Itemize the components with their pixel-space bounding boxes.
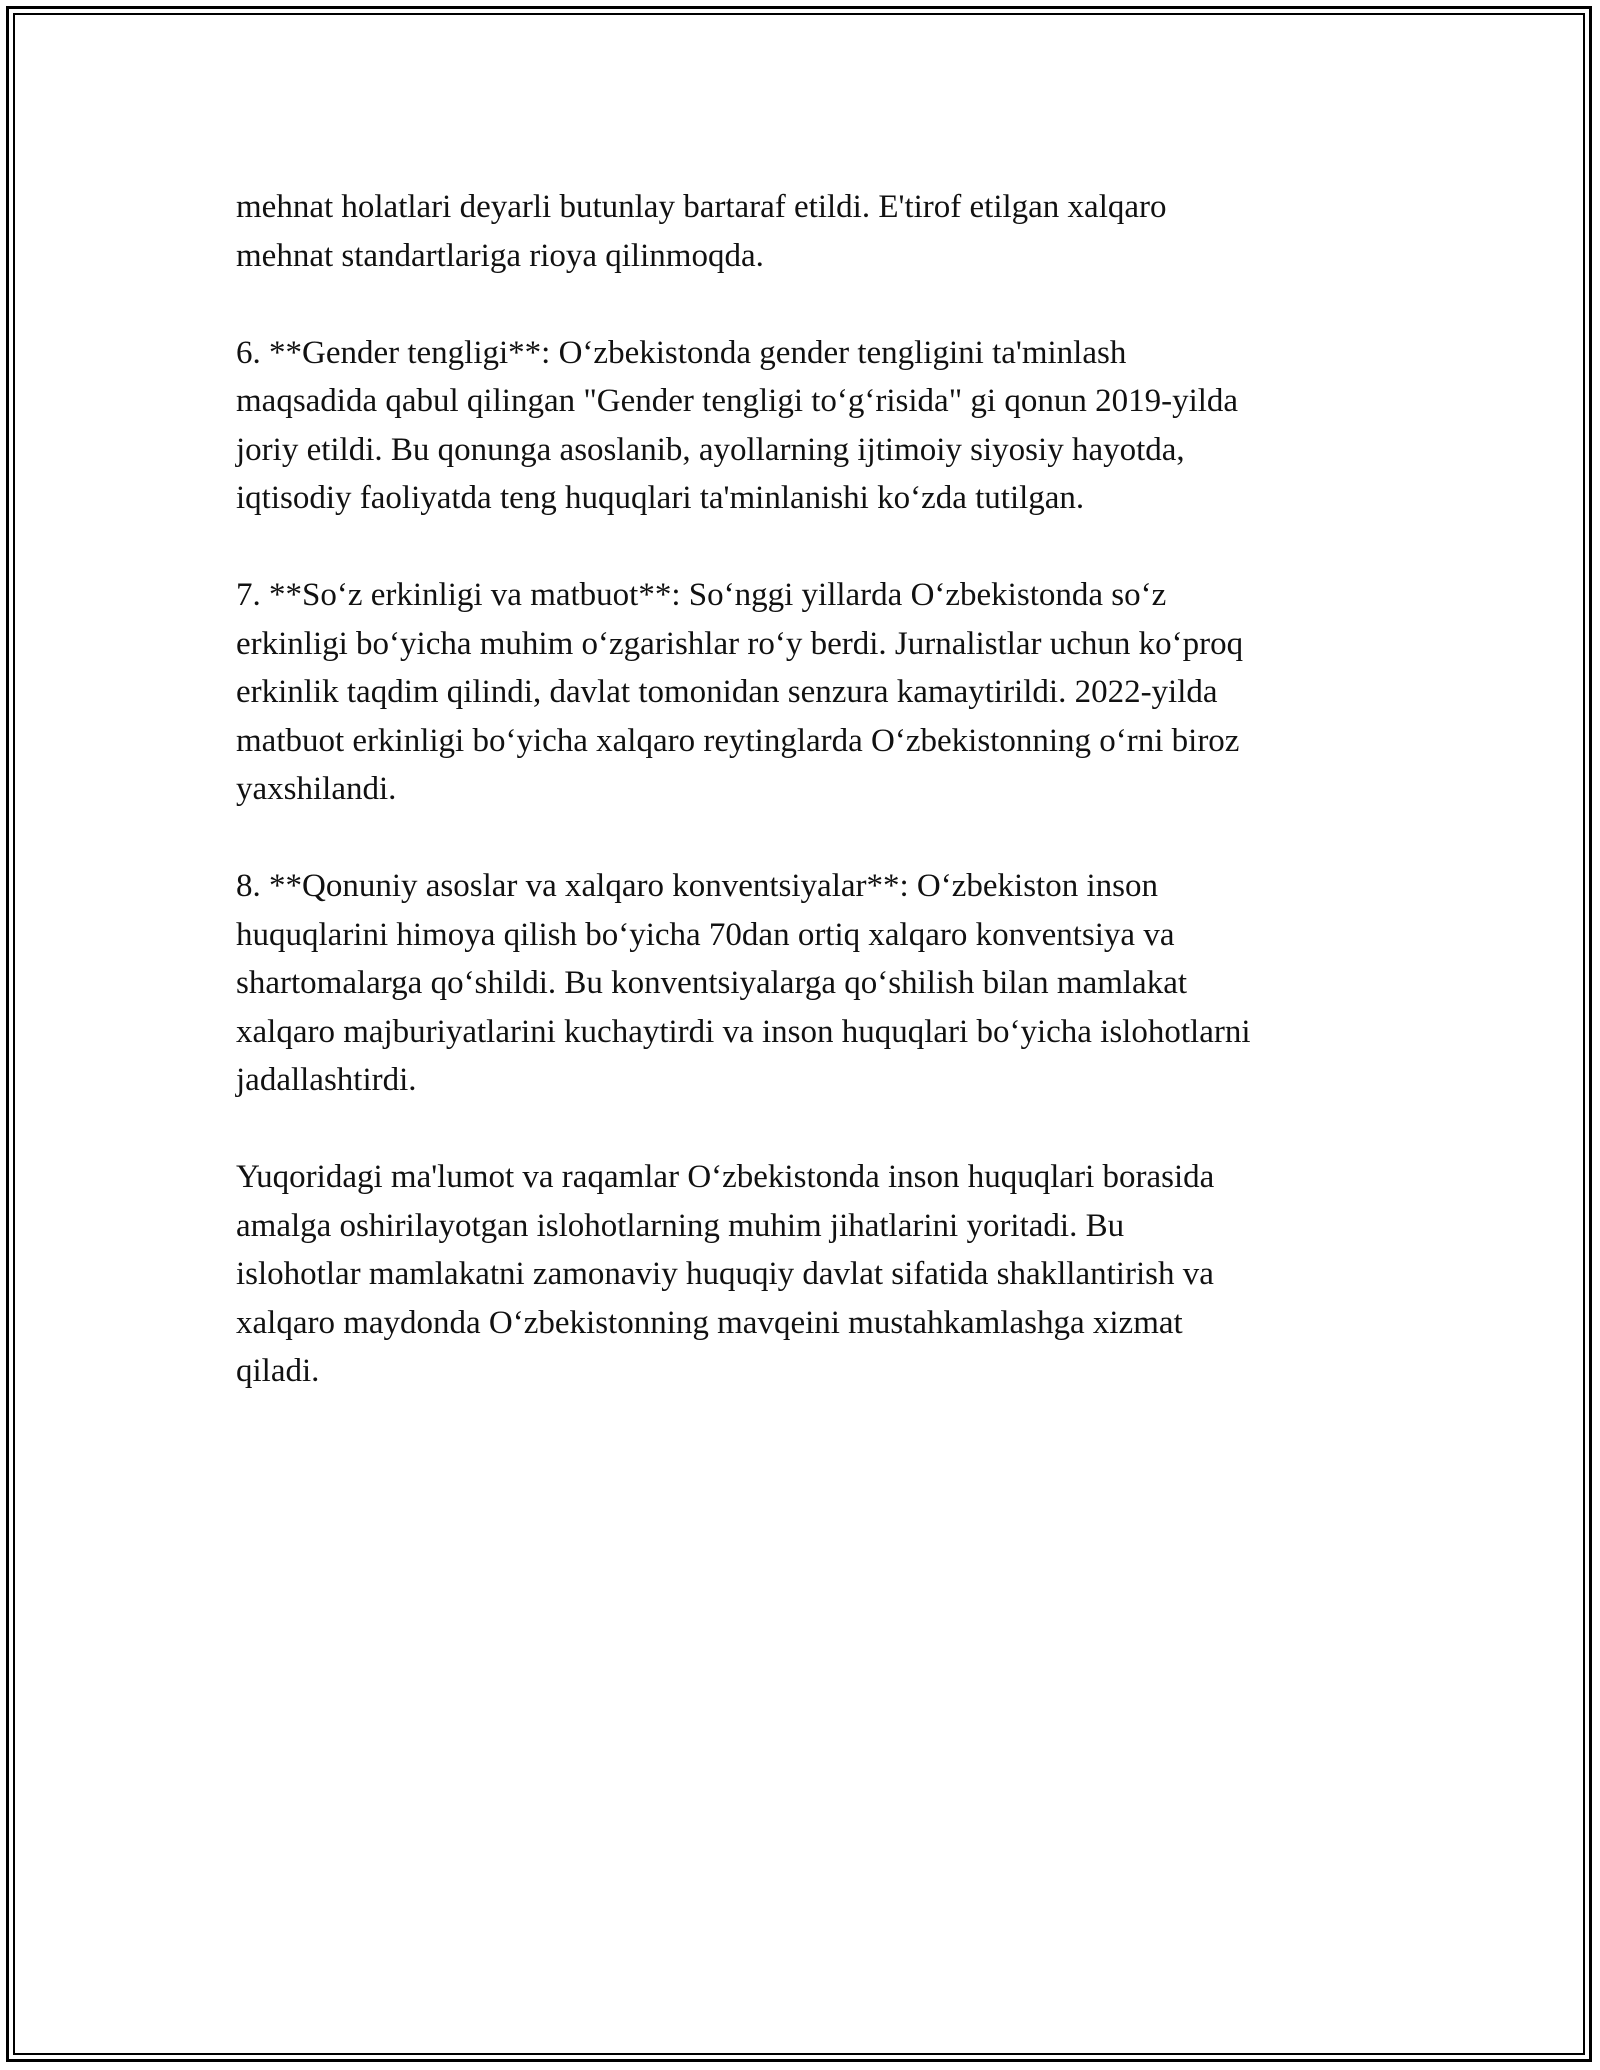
text-line: huquqlarini himoya qilish bo‘yicha 70dan ortiq xalqaro konventsiya va [236, 916, 1175, 953]
paragraph-legal-foundations [236, 862, 1416, 1105]
text-line: mehnat holatlari deyarli butunlay bartaraf etildi. E'tirof etilgan xalqaro [236, 189, 1167, 225]
text-line: joriy etildi. Bu qonunga asoslanib, ayollarning ijtimoiy siyosiy hayotda, [236, 431, 1185, 468]
text-line: 8. **Qonuniy asoslar va xalqaro konventsiyalar**: O‘zbekiston inson [236, 868, 1158, 904]
text-line: amalga oshirilayotgan islohotlarning muhim jihatlarini yoritadi. Bu [236, 1207, 1125, 1244]
text-line: qiladi. [236, 1353, 320, 1389]
text-line: matbuot erkinligi bo‘yicha xalqaro reytinglarda O‘zbekistonning o‘rni biroz [236, 722, 1240, 759]
text-line: iqtisodiy faoliyatda teng huquqlari ta'minlanishi ko‘zda tutilgan. [236, 480, 1085, 516]
paragraph-freedom-of-speech [236, 571, 1416, 814]
text-line: Yuqoridagi ma'lumot va raqamlar O‘zbekistonda inson huquqlari borasida [236, 1159, 1215, 1195]
text-line: xalqaro majburiyatlarini kuchaytirdi va inson huquqlari bo‘yicha islohotlarni [236, 1013, 1251, 1050]
text-line: islohotlar mamlakatni zamonaviy huquqiy davlat sifatida shakllantirish va [236, 1256, 1214, 1292]
text-line: xalqaro maydonda O‘zbekistonning mavqeini mustahkamlashga xizmat [236, 1304, 1183, 1341]
text-line: 6. **Gender tengligi**: O‘zbekistonda gender tengligini ta'minlash [236, 334, 1127, 371]
document-body [236, 183, 1416, 1444]
paragraph-gender-equality [236, 329, 1416, 523]
paragraph-conclusion [236, 1153, 1416, 1396]
text-line: 7. **So‘z erkinligi va matbuot**: So‘nggi yillarda O‘zbekistonda so‘z [236, 577, 1167, 613]
text-line: yaxshilandi. [236, 771, 397, 807]
text-line: erkinlik taqdim qilindi, davlat tomonidan senzura kamaytirildi. 2022-yilda [236, 674, 1218, 710]
paragraph-continuation [236, 183, 1416, 280]
text-line: mehnat standartlariga rioya qilinmoqda. [236, 237, 764, 274]
text-line: erkinligi bo‘yicha muhim o‘zgarishlar ro‘y berdi. Jurnalistlar uchun ko‘proq [236, 625, 1244, 662]
text-line: shartomalarga qo‘shildi. Bu konventsiyalarga qo‘shilish bilan mamlakat [236, 965, 1188, 1001]
text-line: jadallashtirdi. [236, 1062, 417, 1098]
text-line: maqsadida qabul qilingan "Gender tengligi to‘g‘risida" gi qonun 2019-yilda [236, 383, 1239, 419]
